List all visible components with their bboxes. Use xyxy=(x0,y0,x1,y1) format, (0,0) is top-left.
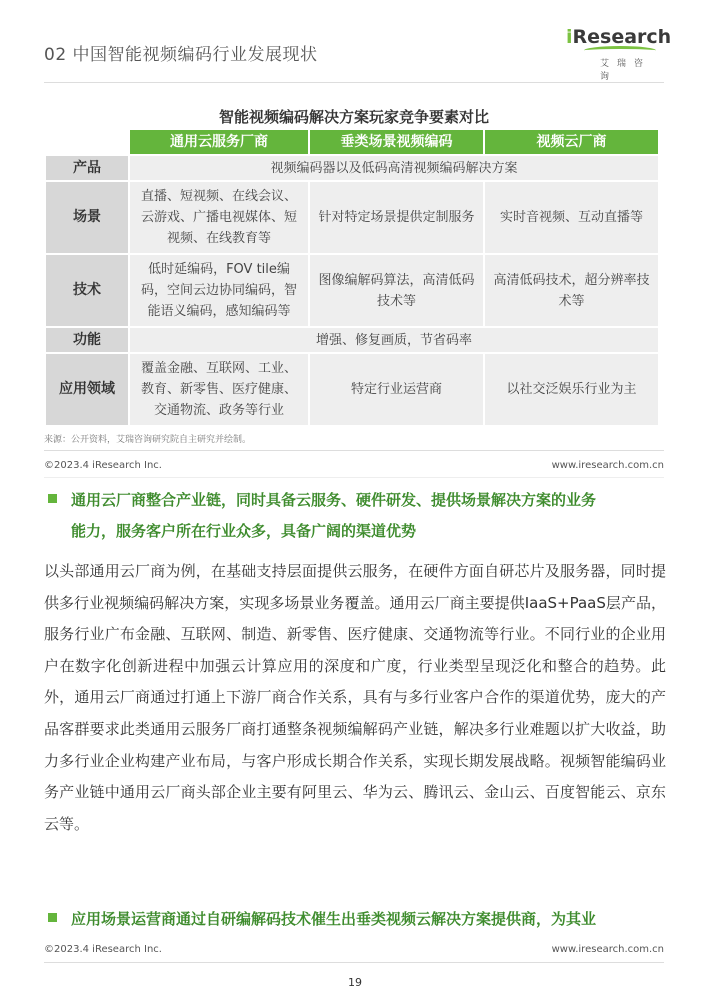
table-cell: 低时延编码，FOV tile编码，空间云边协同编码，智能语义编码，感知编码等 xyxy=(129,254,309,327)
table-cell: 增强、修复画质，节省码率 xyxy=(129,327,659,353)
iresearch-logo xyxy=(566,26,672,82)
logo-swoosh-icon xyxy=(584,46,656,55)
figure-divider xyxy=(44,450,664,451)
row-label: 场景 xyxy=(45,181,129,254)
column-header: 视频云厂商 xyxy=(484,129,659,155)
page-header-title: 02 中国智能视频编码行业发展现状 xyxy=(44,45,318,65)
row-label: 应用领域 xyxy=(45,353,129,426)
bullet-heading-line1: 通用云厂商整合产业链，同时具备云服务、硬件研发、提供场景解决方案的业务 xyxy=(71,491,597,509)
section-bullet-heading xyxy=(48,485,660,547)
table-row-product xyxy=(45,155,659,181)
header-divider xyxy=(44,82,664,83)
logo-wordmark: iResearch xyxy=(566,26,672,48)
body-paragraph: 以头部通用云厂商为例，在基础支持层面提供云服务，在硬件方面自研芯片及服务器，同时提供多行业视频编码解决方案，实现多场景业务覆盖。通用云厂商主要提供IaaS+PaaS层产品，服务行业广布金融、互联网、制造、新零售、医疗健康、交通物流等行业。不同行业的企业用户在数字化创新进程中加强云计算应用的深度和广度，行业类型呈现泛化和整合的趋势。此外，通用云厂商通过打通上下游厂商合作关系，具有与多行业客户合作的渠道优势，庞大的产品客群要求此类通用云服务厂商打通整条视频编解码产业链，解决多行业难题以扩大收益，助力多行业企业构建产业布局，与客户形成长期合作关系，实现长期发展战略。视频智能编码业务产业链中通用云厂商头部企业主要有阿里云、华为云、腾讯云、金山云、百度智能云、京东云等。 xyxy=(44,562,666,833)
column-header: 通用云服务厂商 xyxy=(129,129,309,155)
table-cell: 特定行业运营商 xyxy=(309,353,484,426)
row-label: 功能 xyxy=(45,327,129,353)
figure-copyright: ©2023.4 iResearch Inc. xyxy=(44,460,162,471)
table-cell: 高清低码技术，超分辨率技术等 xyxy=(484,254,659,327)
table-cell: 视频编码器以及低码高清视频编码解决方案 xyxy=(129,155,659,181)
column-header: 垂类场景视频编码 xyxy=(309,129,484,155)
footer-website-link[interactable]: www.iresearch.com.cn xyxy=(551,944,664,955)
bullet-heading-line1: 应用场景运营商通过自研编解码技术催生出垂类视频云解决方案提供商，为其业 xyxy=(71,910,597,928)
figure-website-link[interactable]: www.iresearch.com.cn xyxy=(551,460,664,471)
square-bullet-icon xyxy=(48,913,57,922)
figure-source-note: 来源：公开资料，艾瑞咨询研究院自主研究并绘制。 xyxy=(44,435,252,445)
square-bullet-icon xyxy=(48,494,57,503)
table-row-tech xyxy=(45,254,659,327)
table-corner xyxy=(45,129,129,155)
bullet-heading-line2: 能力，服务客户所在行业众多，具备广阔的渠道优势 xyxy=(71,522,417,540)
table-cell: 针对特定场景提供定制服务 xyxy=(309,181,484,254)
figure-title: 智能视频编码解决方案玩家竞争要素对比 xyxy=(218,108,489,126)
footer-copyright: ©2023.4 iResearch Inc. xyxy=(44,944,162,955)
table-cell: 覆盖金融、互联网、工业、教育、新零售、医疗健康、交通物流、政务等行业 xyxy=(129,353,309,426)
table-row-domain xyxy=(45,353,659,426)
table-cell: 图像编解码算法，高清低码技术等 xyxy=(309,254,484,327)
table-row-scene xyxy=(45,181,659,254)
table-header-row xyxy=(45,129,659,155)
table-cell: 以社交泛娱乐行业为主 xyxy=(484,353,659,426)
logo-subtitle: 艾瑞咨询 xyxy=(600,59,652,82)
section-bullet-heading-2 xyxy=(48,904,660,935)
table-cell: 直播、短视频、在线会议、云游戏、广播电视媒体、短视频、在线教育等 xyxy=(129,181,309,254)
table-cell: 实时音视频、互动直播等 xyxy=(484,181,659,254)
comparison-table xyxy=(44,128,660,427)
page-number: 19 xyxy=(348,976,362,989)
table-row-function xyxy=(45,327,659,353)
row-label: 产品 xyxy=(45,155,129,181)
figure-bottom-divider xyxy=(44,477,664,478)
footer-divider xyxy=(44,962,664,963)
row-label: 技术 xyxy=(45,254,129,327)
